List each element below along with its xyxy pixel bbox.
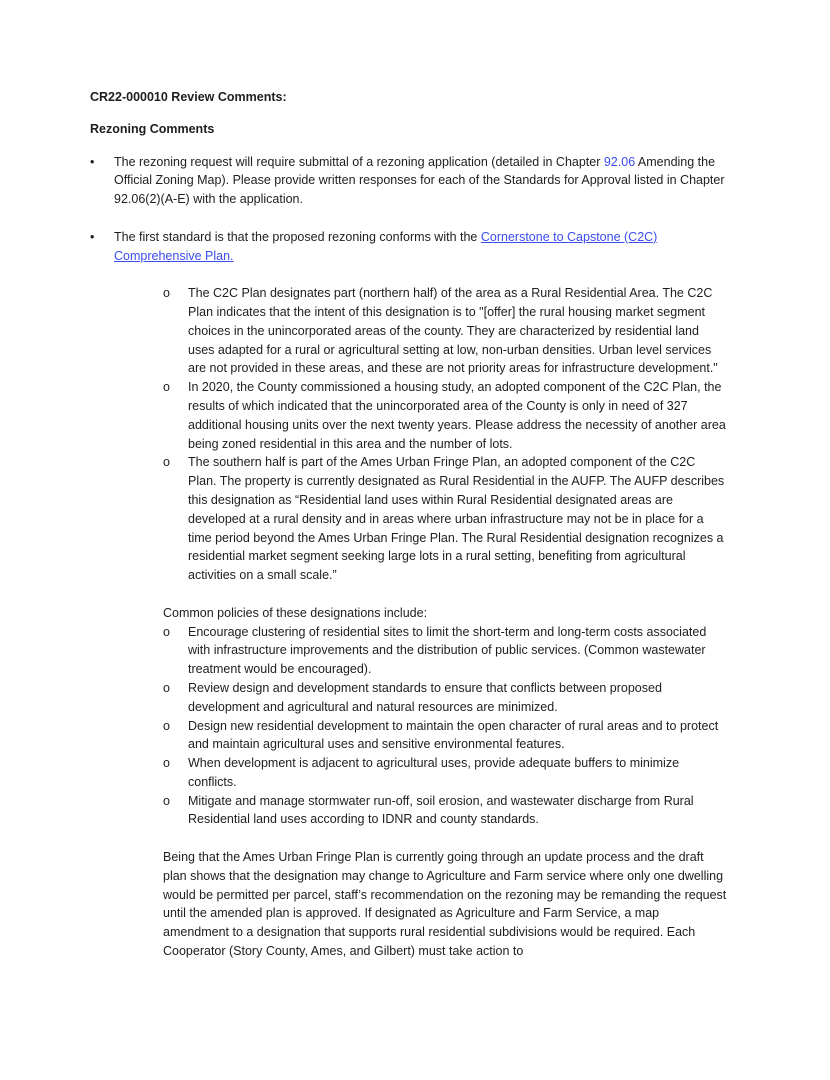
bullet-text-pre: The first standard is that the proposed rezoning conforms with the <box>114 229 481 244</box>
document-title: CR22-000010 Review Comments: <box>90 90 287 104</box>
sub-bullet-text: The southern half is part of the Ames Urban Fringe Plan, an adopted component of the C2C Plan. The property is currently designated as Rural Residential in the AUFP. The AUFP describes this designation as “Residential land uses within Rural Residential designated areas are developed at a rural density and in areas where urban infrastructure may not be in place for a time period beyond the Ames Urban Fringe Plan. The Rural Residential designation recognizes a residential market segment seeking large lots in a rural setting, benefiting from agricultural activities on a small scale.” <box>188 455 725 583</box>
c2c-comprehensive-plan-link[interactable]: Cornerstone to Capstone (C2C) Comprehensive Plan. <box>114 229 658 263</box>
bullet-marker: • <box>90 229 95 244</box>
policy-bullet-text: When development is adjacent to agricultural uses, provide adequate buffers to minimize conflicts. <box>188 756 680 789</box>
sub-bullet-marker: o <box>163 718 170 733</box>
sub-bullet-text: The C2C Plan designates part (northern half) of the area as a Rural Residential Area. The C2C Plan indicates that the intent of this designation is to "[offer] the rural housing market segment choices in the unincorporated areas of the county. They are characterized by residential land uses adapted for a rural or agricultural setting at low, non-urban densities. Urban level services are not provided in these areas, and these are not priority areas for infrastructure development." <box>188 286 718 376</box>
policy-bullet-text: Design new residential development to maintain the open character of rural areas and to protect and maintain agricultural uses and sensitive environmental features. <box>188 718 719 752</box>
policy-bullet-clustering <box>163 623 740 679</box>
policy-bullet-text: Mitigate and manage stormwater run-off, soil erosion, and wastewater discharge from Rural Residential land uses according to IDNR and county standards. <box>188 793 694 827</box>
policy-bullet-open-character <box>163 717 740 755</box>
document-content <box>90 88 740 961</box>
paragraph-spacer <box>90 209 740 228</box>
chapter-92-06-link[interactable]: 92.06 <box>603 154 636 169</box>
paragraph-spacer <box>90 265 740 284</box>
sub-bullet-marker: o <box>163 793 170 808</box>
sub-bullet-text: In 2020, the County commissioned a housing study, an adopted component of the C2C Plan, the results of which indicated that the unincorporated area of the County is only in need of 327 additional housing units over the next twenty years. Please address the necessity of another area being zoned residential in this area and the number of lots. <box>188 380 726 451</box>
bullet-text <box>114 153 740 209</box>
closing-paragraph: Being that the Ames Urban Fringe Plan is currently going through an update process and the draft plan shows that the designation may change to Agriculture and Farm service where only one dwelling would be permitted per parcel, staff’s recommendation on the rezoning may be remanding the request until the amended plan is approved. If designated as Agriculture and Farm Service, a map amendment to a designation that supports rural residential subdivisions would be required. Each Cooperator (Story County, Ames, and Gilbert) must take action to <box>163 850 727 959</box>
sub-bullet-c2c-designation <box>163 284 740 378</box>
policy-bullet-text: Review design and development standards to ensure that conflicts between proposed development and agricultural and natural resources are minimized. <box>188 680 662 714</box>
bullet-item-first-standard <box>90 228 740 266</box>
policy-bullet-stormwater <box>163 792 740 830</box>
policy-bullet-text: Encourage clustering of residential sites to limit the short-term and long-term costs associated with infrastructure improvements and the distribution of public services. (Common wastewater treatment would be encouraged). <box>188 624 707 677</box>
bullet-text-pre: The rezoning request will require submittal of a rezoning application (detailed in Chapter <box>114 154 604 169</box>
sub-bullet-housing-study <box>163 378 740 453</box>
bullet-text-post: Amending the Official Zoning Map). Please provide written responses for each of the Standards for Approval listed in Chapter 92.06(2)(A-E) with the application. <box>114 154 725 207</box>
paragraph-spacer <box>90 829 740 848</box>
sub-bullet-marker: o <box>163 455 170 470</box>
sub-bullet-ames-urban-fringe <box>163 453 740 585</box>
sub-bullet-marker: o <box>163 680 170 695</box>
sub-bullet-marker: o <box>163 624 170 639</box>
bullet-text <box>114 228 740 266</box>
policies-heading: Common policies of these designations include: <box>163 605 428 620</box>
section-heading-rezoning-comments: Rezoning Comments <box>90 122 215 137</box>
sub-bullet-marker: o <box>163 286 170 301</box>
policy-bullet-buffers <box>163 754 740 792</box>
bullet-marker: • <box>90 154 95 169</box>
policy-bullet-design-standards <box>163 679 740 717</box>
bullet-item-rezoning-application <box>90 153 740 209</box>
sub-bullet-marker: o <box>163 756 170 771</box>
paragraph-spacer <box>90 585 740 604</box>
sub-bullet-marker: o <box>163 380 170 395</box>
